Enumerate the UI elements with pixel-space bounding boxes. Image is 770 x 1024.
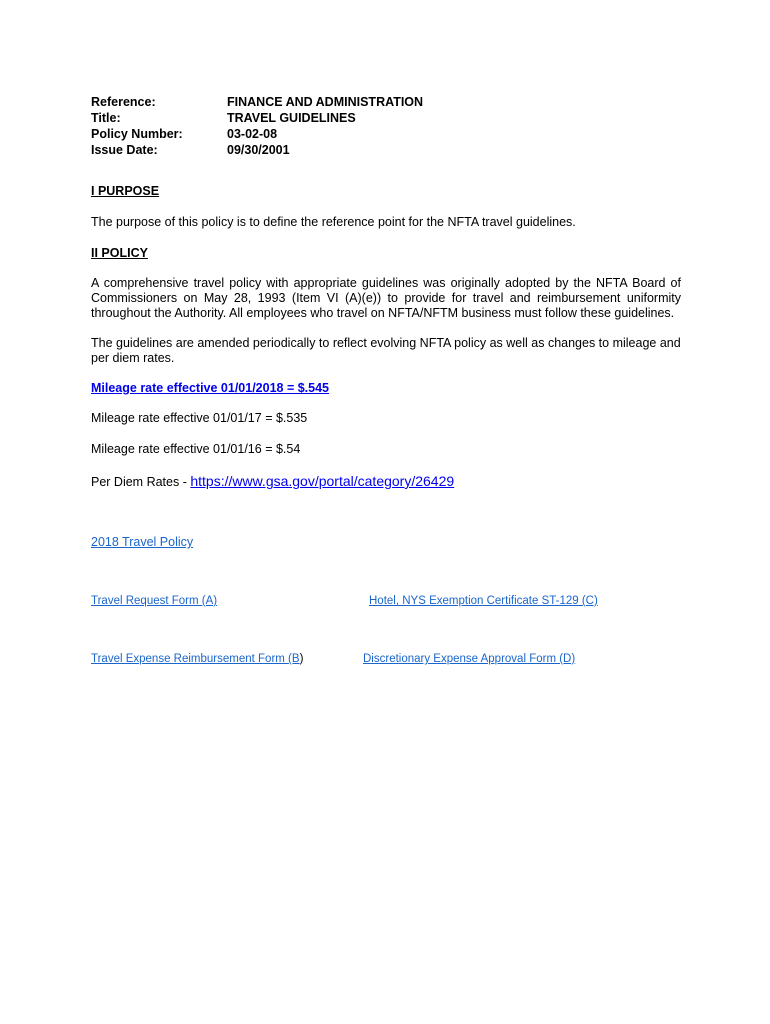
expense-reimbursement-wrapper bbox=[91, 653, 303, 665]
policy-number-row bbox=[91, 126, 423, 142]
travel-policy-link[interactable]: 2018 Travel Policy bbox=[91, 535, 194, 549]
policy-paragraph-1: A comprehensive travel policy with appropriate guidelines was originally adopted by the NFTA Board of Commissioners on May 28, 1993 (Item VI (A)(e)) to provide for travel and reimbursement uniformity throughout the Authority. All employees who travel on NFTA/NFTM business must follow these guidelines. bbox=[91, 276, 681, 320]
per-diem-line bbox=[91, 473, 454, 489]
policy-heading: II POLICY bbox=[91, 246, 148, 260]
reference-value: FINANCE AND ADMINISTRATION bbox=[227, 95, 424, 109]
purpose-heading: I PURPOSE bbox=[91, 184, 160, 198]
title-row bbox=[91, 110, 423, 126]
policy-number-label: Policy Number: bbox=[91, 127, 183, 141]
reference-row bbox=[91, 94, 423, 110]
travel-request-form-link[interactable]: Travel Request Form (A) bbox=[91, 595, 218, 607]
issue-date-label: Issue Date: bbox=[91, 143, 158, 157]
document-header bbox=[91, 94, 423, 158]
mileage-rate-2016: Mileage rate effective 01/01/16 = $.54 bbox=[91, 442, 301, 456]
reference-label: Reference: bbox=[91, 95, 156, 109]
title-label: Title: bbox=[91, 111, 121, 125]
discretionary-expense-link[interactable]: Discretionary Expense Approval Form (D) bbox=[363, 653, 576, 665]
expense-reimbursement-tail: ) bbox=[299, 653, 304, 665]
title-value: TRAVEL GUIDELINES bbox=[227, 111, 356, 125]
issue-date-row bbox=[91, 142, 423, 158]
purpose-text: The purpose of this policy is to define the reference point for the NFTA travel guidelines. bbox=[91, 215, 576, 229]
policy-paragraph-2: The guidelines are amended periodically to reflect evolving NFTA policy as well as changes to mileage and per diem rates. bbox=[91, 336, 681, 365]
hotel-exemption-link[interactable]: Hotel, NYS Exemption Certificate ST-129 (C) bbox=[369, 595, 598, 607]
per-diem-label: Per Diem Rates - bbox=[91, 475, 191, 489]
per-diem-url-link[interactable]: https://www.gsa.gov/portal/category/26429 bbox=[190, 473, 455, 489]
issue-date-value: 09/30/2001 bbox=[227, 143, 290, 157]
policy-number-value: 03-02-08 bbox=[227, 127, 278, 141]
mileage-current-link[interactable]: Mileage rate effective 01/01/2018 = $.545 bbox=[91, 381, 330, 395]
expense-reimbursement-link[interactable]: Travel Expense Reimbursement Form (B bbox=[91, 653, 300, 665]
mileage-rate-2017: Mileage rate effective 01/01/17 = $.535 bbox=[91, 411, 308, 425]
